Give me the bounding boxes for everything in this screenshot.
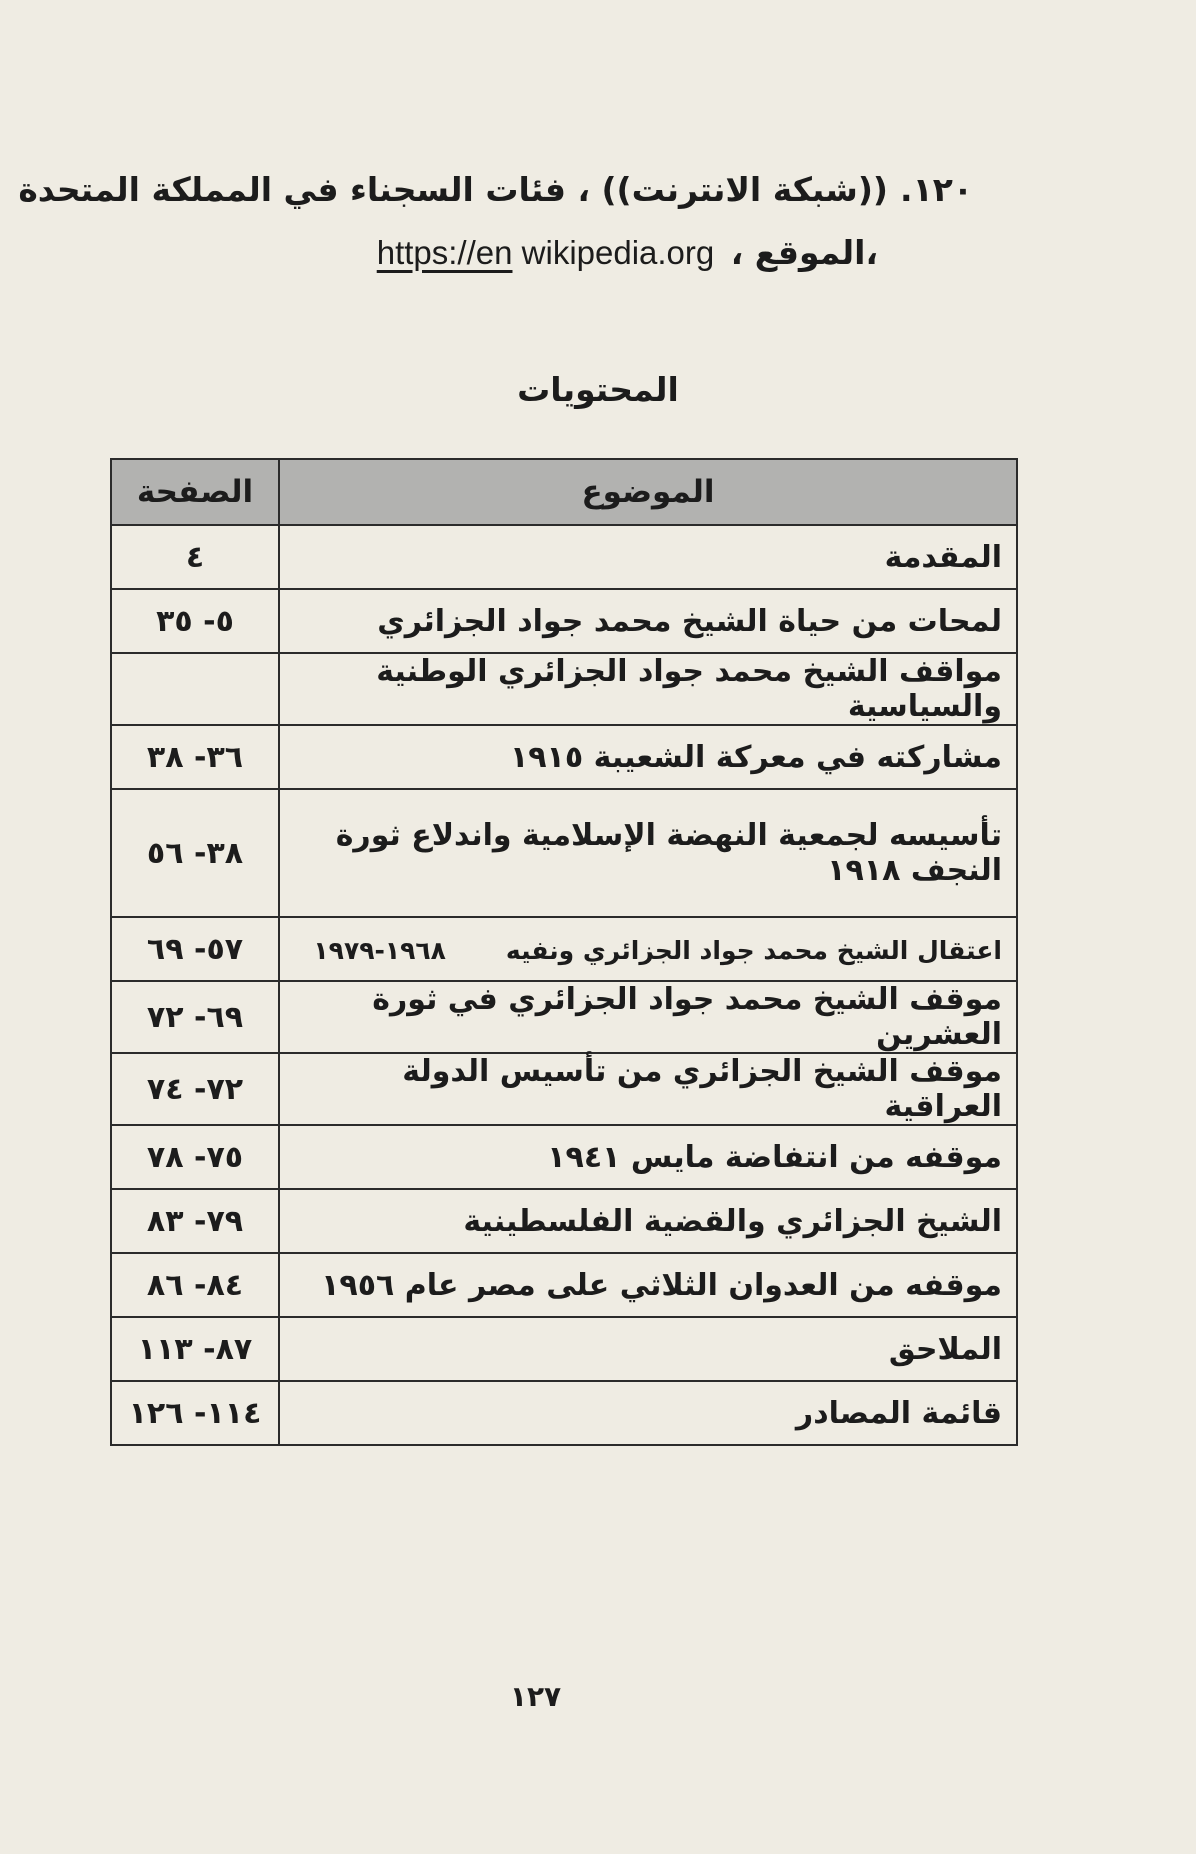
toc-header-row [111,459,1017,525]
toc-subject: مشاركته في معركة الشعيبة ١٩١٥ [279,725,1017,789]
toc-subject [279,917,1017,981]
toc-row [111,981,1017,1053]
toc-page: ٦٩- ٧٢ [111,981,279,1053]
toc-row [111,1317,1017,1381]
toc-row [111,1381,1017,1445]
toc-row [111,789,1017,917]
toc-subject: الشيخ الجزائري والقضية الفلسطينية [279,1189,1017,1253]
reference-number: ١٢٠. [900,170,973,209]
page-number: ١٢٧ [509,1680,562,1713]
toc-page [111,653,279,725]
toc-subject: قائمة المصادر [279,1381,1017,1445]
toc-title: المحتويات [517,370,679,409]
toc-row [111,725,1017,789]
toc-subject: الملاحق [279,1317,1017,1381]
toc-row [111,653,1017,725]
reference-url[interactable] [377,234,715,272]
toc-subject: موقفه من انتفاضة مايس ١٩٤١ [279,1125,1017,1189]
toc-row [111,917,1017,981]
reference-title: ((شبكة الانترنت)) ، فئات السجناء في المملكة المتحدة [18,170,889,209]
toc-row [111,1253,1017,1317]
toc-page: ٤ [111,525,279,589]
toc-header-subject: الموضوع [279,459,1017,525]
toc-row [111,525,1017,589]
toc-table [110,458,1018,1446]
toc-subject: موقفه من العدوان الثلاثي على مصر عام ١٩٥٦ [279,1253,1017,1317]
toc-page: ٣٦- ٣٨ [111,725,279,789]
toc-row [111,1189,1017,1253]
toc-header-page: الصفحة [111,459,279,525]
toc-page: ٧٥- ٧٨ [111,1125,279,1189]
toc-subject-text: اعتقال الشيخ محمد جواد الجزائري ونفيه [505,935,1002,965]
toc-page: ٨٤- ٨٦ [111,1253,279,1317]
toc-row [111,589,1017,653]
toc-page: ٣٨- ٥٦ [111,789,279,917]
toc-page: ٧٩- ٨٣ [111,1189,279,1253]
reference-line-2 [0,233,878,272]
reference-site-label: ،الموقع ، [730,233,878,272]
toc-subject: تأسيسه لجمعية النهضة الإسلامية واندلاع ثورة النجف ١٩١٨ [279,789,1017,917]
toc-page: ٨٧- ١١٣ [111,1317,279,1381]
toc-subject: المقدمة [279,525,1017,589]
toc-page: ٥٧- ٦٩ [111,917,279,981]
toc-subject: موقف الشيخ الجزائري من تأسيس الدولة العراقية [279,1053,1017,1125]
toc-row [111,1125,1017,1189]
reference-url-underlined[interactable]: https://en [376,234,513,271]
toc-page: ٧٢- ٧٤ [111,1053,279,1125]
toc-subject: لمحات من حياة الشيخ محمد جواد الجزائري [279,589,1017,653]
toc-subject: موقف الشيخ محمد جواد الجزائري في ثورة العشرين [279,981,1017,1053]
toc-row [111,1053,1017,1125]
toc-subject-years: ١٩٦٨-١٩٧٩ [313,935,446,965]
reference-url-rest[interactable]: wikipedia.org [512,234,715,271]
toc-page: ٥- ٣٥ [111,589,279,653]
toc-subject: مواقف الشيخ محمد جواد الجزائري الوطنية والسياسية [279,653,1017,725]
reference-line-1 [0,170,973,209]
toc-page: ١١٤- ١٢٦ [111,1381,279,1445]
